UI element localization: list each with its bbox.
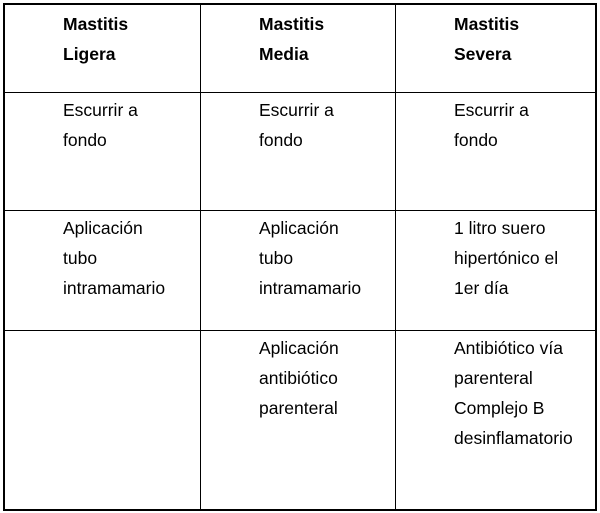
cell-line: fondo: [63, 130, 107, 150]
header-line: Severa: [454, 44, 512, 64]
cell-line: parenteral: [454, 368, 533, 388]
cell-line: fondo: [454, 130, 498, 150]
cell-line: 1 litro suero: [454, 218, 546, 238]
table-cell: [201, 93, 396, 211]
cell-line: hipertónico el: [454, 248, 559, 268]
table-cell: [396, 211, 596, 331]
table-cell: [396, 93, 596, 211]
table-row: [5, 331, 596, 510]
header-line: Ligera: [63, 44, 116, 64]
table-header-row: [5, 5, 596, 93]
table-cell: [396, 331, 596, 510]
header-line: Mastitis: [454, 14, 520, 34]
cell-line: tubo: [63, 248, 98, 268]
header-cell-ligera: [5, 5, 201, 93]
table-cell: [201, 331, 396, 510]
header-line: Media: [259, 44, 309, 64]
header-line: Mastitis: [63, 14, 129, 34]
table-row: [5, 93, 596, 211]
cell-line: desinflamatorio: [454, 428, 573, 448]
mastitis-treatment-table: [4, 4, 596, 510]
cell-line: Aplicación: [63, 218, 143, 238]
cell-line: 1er día: [454, 278, 509, 298]
header-line: Mastitis: [259, 14, 325, 34]
table-cell: [201, 211, 396, 331]
cell-line: Aplicación: [259, 218, 339, 238]
cell-line: Antibiótico vía: [454, 338, 563, 358]
cell-line: Escurrir a: [63, 100, 138, 120]
table-cell: [5, 211, 201, 331]
cell-line: Escurrir a: [454, 100, 529, 120]
header-cell-media: [201, 5, 396, 93]
cell-line: fondo: [259, 130, 303, 150]
cell-line: intramamario: [259, 278, 362, 298]
table-cell: [5, 93, 201, 211]
table-cell-empty: [5, 331, 201, 510]
header-cell-severa: [396, 5, 596, 93]
cell-line: Escurrir a: [259, 100, 334, 120]
cell-line: tubo: [259, 248, 294, 268]
cell-line: parenteral: [259, 398, 338, 418]
cell-line: intramamario: [63, 278, 166, 298]
table-row: [5, 211, 596, 331]
cell-line: antibiótico: [259, 368, 338, 388]
cell-line: Complejo B: [454, 398, 545, 418]
cell-line: Aplicación: [259, 338, 339, 358]
